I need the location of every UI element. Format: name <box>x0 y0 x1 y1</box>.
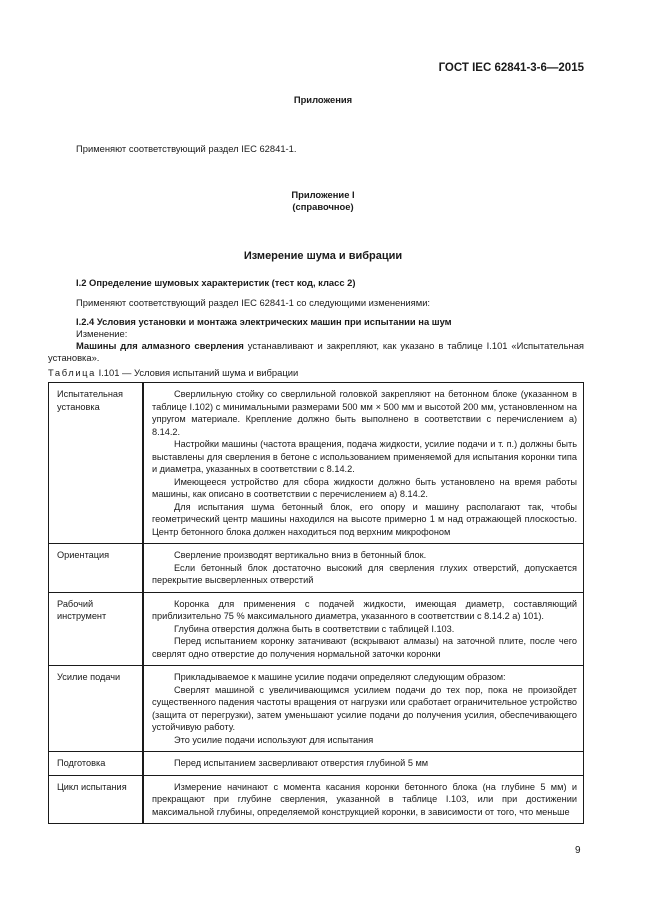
table-row <box>49 544 584 593</box>
row-label: Испытательная установка <box>49 383 144 544</box>
row-paragraph: Перед испытанием коронку затачивают (вскрывают алмазы) на заточной плите, после чего сверлят одно отверстие до получения нормальной заточки коронки <box>152 636 577 659</box>
row-label: Ориентация <box>49 544 144 593</box>
row-label: Рабочий инструмент <box>49 592 144 666</box>
row-paragraph: Сверлильную стойку со сверлильной головкой закрепляют на бетонном блоке (указанном в таблице I.102) с минимальными размерами 500 мм × 500 мм и высотой 200 мм, установленном на упругом материале. Крепление должно быть выполнено в соответствии с перечислением а) 8.14.2. <box>152 389 577 437</box>
table-row <box>49 383 584 544</box>
document-code: ГОСТ IEC 62841-3-6—2015 <box>438 62 584 74</box>
row-paragraph: Если бетонный блок достаточно высокий для сверления глухих отверстий, допускается перекрытие высверленных отверстий <box>152 562 577 585</box>
appendices-text: Применяют соответствующий раздел IEC 62841-1. <box>76 143 297 154</box>
change-label: Изменение: <box>76 328 128 339</box>
test-conditions-table <box>48 382 584 824</box>
row-paragraph: Сверление производят вертикально вниз в бетонный блок. <box>174 550 427 560</box>
row-paragraph: Для испытания шума бетонный блок, его опору и машину располагают так, чтобы геометрический центр машины находился на высоте примерно 1 м над отражающей плоскостью. Центр бетонного блока должен находиться под верхним микрофоном <box>152 501 577 537</box>
table-caption <box>48 367 298 379</box>
row-label: Цикл испытания <box>49 775 144 824</box>
table-caption-text: I.101 — Условия испытаний шума и вибрации <box>95 367 299 378</box>
row-content <box>143 383 584 544</box>
row-content <box>143 592 584 666</box>
diamond-drilling-paragraph <box>48 340 584 365</box>
row-paragraph: Это усилие подачи используют для испытания <box>174 734 374 745</box>
row-content <box>143 752 584 776</box>
row-paragraph: Измерение начинают с момента касания коронки бетонного блока (на глубине 5 мм) и прекращают при глубине сверления, указанной в таблице I.103, или при достижении максимальной глубины, определяемой конструкцией коронки, в зависимости от того, что меньше <box>152 781 577 817</box>
row-content <box>143 775 584 824</box>
annex-title: Приложение I <box>291 189 355 200</box>
page-number: 9 <box>575 845 581 856</box>
row-label: Подготовка <box>49 752 144 776</box>
diamond-drilling-term: Машины для алмазного сверления <box>76 340 244 351</box>
table-row <box>49 592 584 666</box>
diamond-drilling-text: устанавливают и закрепляют, как указано в таблице I.101 «Испытательная установка». <box>48 340 584 364</box>
annex-subtitle: (справочное) <box>292 201 354 212</box>
row-paragraph: Коронка для применения с подачей жидкости, имеющая диаметр, составляющий приблизительно 75 % максимального диаметра, указанного в соответствии с 8.14.2 а) 101). <box>152 598 577 621</box>
row-label: Усилие подачи <box>49 666 144 752</box>
row-paragraph: Сверлят машиной с увеличивающимся усилием подачи до тех пор, пока не произойдет существенного падения частоты вращения от нагрузки или сработает ограничительное устройство (защита от перегрузки), затем уменьшают усилие подачи до получения усилия, обеспечивающего устойчивую работу. <box>152 684 577 732</box>
section-i2-title: I.2 Определение шумовых характеристик (тест код, класс 2) <box>76 277 356 288</box>
annex-heading: Измерение шума и вибрации <box>243 250 403 262</box>
table-caption-label: Таблица <box>48 367 96 378</box>
row-paragraph: Настройки машины (частота вращения, подача жидкости, усилие подачи и т. п.) должны быть выставлены для сверления в бетоне с использованием применяемой для испытания коронки типа и диаметра, указанных в соответствии с 8.14.2. <box>152 439 577 474</box>
row-paragraph: Прикладываемое к машине усилие подачи определяют следующим образом: <box>174 672 506 682</box>
row-paragraph: Имеющееся устройство для сбора жидкости должно быть установлено на время работы машины, как описано в соответствии с перечислением а) 8.14.2. <box>152 476 577 499</box>
table-row <box>49 752 584 776</box>
section-i2-text: Применяют соответствующий раздел IEC 62841-1 со следующими изменениями: <box>76 297 431 308</box>
row-paragraph: Глубина отверстия должна быть в соответствии с таблицей I.103. <box>174 623 455 634</box>
section-i24-title: I.2.4 Условия установки и монтажа электрических машин при испытании на шум <box>76 316 452 327</box>
appendices-title: Приложения <box>293 94 353 105</box>
row-content <box>143 544 584 593</box>
row-paragraph: Перед испытанием засверливают отверстия глубиной 5 мм <box>174 758 429 768</box>
row-content <box>143 666 584 752</box>
table-row <box>49 775 584 824</box>
table-row <box>49 666 584 752</box>
